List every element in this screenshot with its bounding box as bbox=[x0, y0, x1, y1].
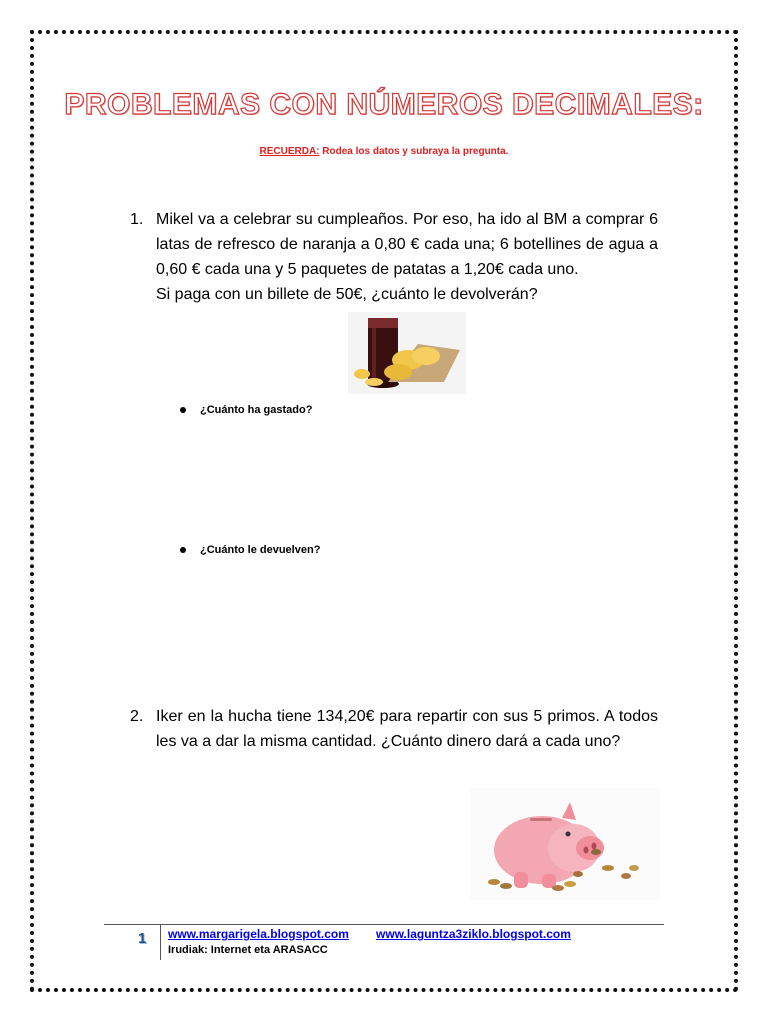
problem-1 bbox=[130, 207, 658, 307]
margarigela-blog-link[interactable]: www.margarigela.blogspot.com bbox=[168, 927, 349, 941]
problem-question: Si paga con un billete de 50€, ¿cuánto le devolverán? bbox=[156, 286, 538, 303]
problem-2 bbox=[130, 704, 658, 754]
laguntza-blog-link[interactable]: www.laguntza3ziklo.blogspot.com bbox=[376, 927, 571, 941]
piggy-bank-image bbox=[470, 788, 660, 900]
reminder-lead: RECUERDA: bbox=[259, 146, 320, 157]
sub-question-1 bbox=[180, 404, 312, 416]
sub-question-text: ¿Cuánto ha gastado? bbox=[200, 404, 313, 416]
bullet-icon bbox=[180, 407, 186, 413]
bullet-icon bbox=[180, 547, 186, 553]
page-title: PROBLEMAS CON NÚMEROS DECIMALES: bbox=[64, 88, 704, 121]
footer-vertical-divider bbox=[160, 925, 161, 960]
problem-number: 1. bbox=[130, 211, 144, 228]
page-number: 1 bbox=[138, 930, 147, 947]
sub-question-2 bbox=[180, 544, 320, 556]
problem-text: Mikel va a celebrar su cumpleaños. Por eso, ha ido al BM a comprar 6 latas de refresco de naranja a 0,80 € cada una; 6 botellines de agua a 0,60 € cada una y 5 paquetes de patatas a 1,20€ cada uno. bbox=[156, 211, 658, 278]
problem-number: 2. bbox=[130, 708, 144, 725]
reminder-text: Rodea los datos y subraya la pregunta. bbox=[319, 146, 509, 157]
footer-divider bbox=[104, 924, 664, 925]
image-credits: Irudiak: Internet eta ARASACC bbox=[168, 944, 328, 956]
soda-and-chips-image bbox=[348, 312, 466, 394]
reminder-note bbox=[0, 146, 768, 157]
problem-text: Iker en la hucha tiene 134,20€ para repartir con sus 5 primos. A todos les va a dar la misma cantidad. ¿Cuánto dinero dará a cada uno? bbox=[156, 708, 658, 750]
sub-question-text: ¿Cuánto le devuelven? bbox=[200, 544, 321, 556]
